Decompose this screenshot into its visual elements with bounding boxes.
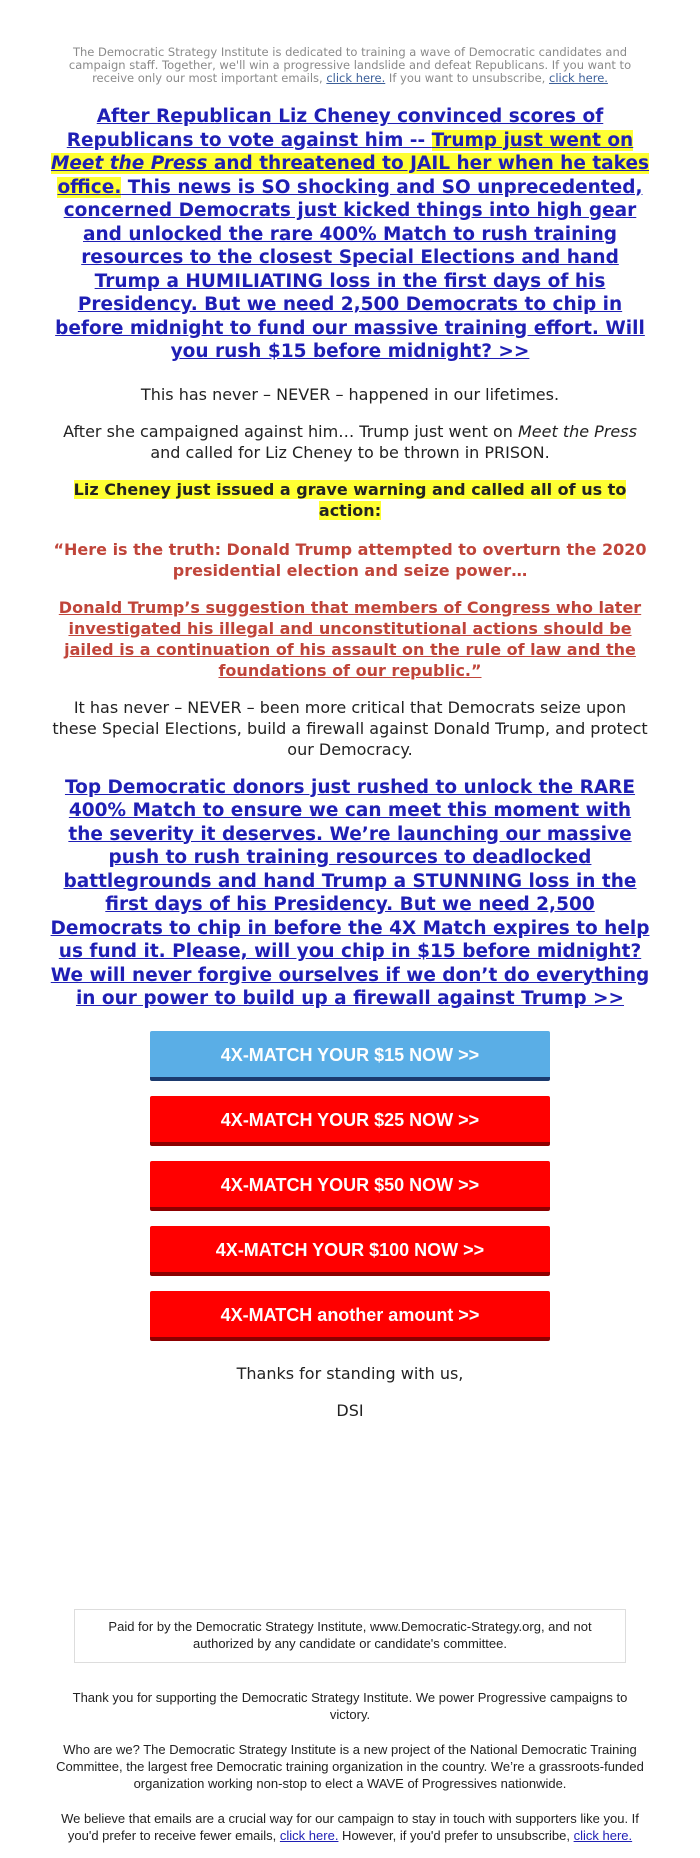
signature: DSI (336, 1400, 364, 1420)
headline-part-2: This news is SO shocking and SO unprecedented, concerned Democrats just kicked things into high gear and unlocked the rare 400% Match to rush training resources to the closest Special Elections and hand Trump a HUMILIATING loss in the first days of his Presidency. But we need 2,500 Democrats to chip in before midnight to fund our massive training effort. Will you rush $15 before midnight? >> (55, 176, 645, 362)
campaign-text-1: After she campaigned against him… Trump just went on (63, 421, 518, 441)
footer-who-are-we: Who are we? The Democratic Strategy Institute is a new project of the National Democratic Training Committee, the largest free Democratic training organization in the country. We’re a grassroots-funded organization working non-stop to elect a WAVE of Progressives nationwide. (56, 1741, 644, 1791)
footer-unsubscribe-link[interactable]: click here. (573, 1827, 633, 1843)
headline (50, 105, 650, 364)
donate-buttons (50, 1031, 650, 1341)
footer-emails-text-1: We believe that emails are a crucial way for our campaign to stay in touch with supporters like you. If you'd prefer to receive fewer emails, (61, 1810, 639, 1843)
headline-highlight-2: and threatened to JAIL her when he takes office. (57, 153, 650, 198)
donate-100-button[interactable]: 4X-MATCH YOUR $100 NOW >> (150, 1226, 550, 1276)
donor-link[interactable]: Top Democratic donors just rushed to unlock the RARE 400% Match to ensure we can meet this moment with the severity it deserves. We’re launching our massive push to rush training resources to deadlocked battlegrounds and hand Trump a STUNNING loss in the first days of his Presidency. But we need 2,500 Democrats to chip in before the 4X Match expires to help us fund it. Please, will you chip in $15 before midnight? We will never forgive ourselves if we don’t do everything in our power to build up a firewall against Trump >> (50, 776, 650, 1009)
paragraph-critical: It has never – NEVER – been more critical that Democrats seize upon these Special Elections, build a firewall against Donald Trump, and protect our Democracy. (52, 697, 648, 759)
warning-text: Liz Cheney just issued a grave warning and called all of us to action: (73, 479, 627, 520)
signoff: Thanks for standing with us, (236, 1363, 464, 1383)
paragraph-never: This has never – NEVER – happened in our lifetimes. (140, 384, 560, 404)
footer-thanks: Thank you for supporting the Democratic Strategy Institute. We power Progressive campaigns to victory. (72, 1689, 628, 1722)
paid-for-disclaimer: Paid for by the Democratic Strategy Institute, www.Democratic-Strategy.org, and not authorized by any candidate or candidate's committee. (74, 1609, 626, 1663)
cheney-quote-link[interactable]: Donald Trump’s suggestion that members of Congress who later investigated his illegal and unconstitutional actions should be jailed is a continuation of his assault on the rule of law and the foundations of our republic.” (58, 597, 642, 680)
unsubscribe-link[interactable]: click here. (549, 71, 608, 85)
footer-emails-text-2: However, if you'd prefer to unsubscribe, (338, 1827, 574, 1843)
headline-link[interactable] (51, 106, 649, 362)
donate-other-amount-button[interactable]: 4X-MATCH another amount >> (150, 1291, 550, 1341)
headline-highlight-italic: Meet the Press (50, 153, 208, 174)
donate-25-button[interactable]: 4X-MATCH YOUR $25 NOW >> (150, 1096, 550, 1146)
cheney-quote-2 (50, 597, 650, 681)
donate-50-button[interactable]: 4X-MATCH YOUR $50 NOW >> (150, 1161, 550, 1211)
warning-heading (50, 479, 650, 521)
preheader-text-2: If you want to unsubscribe, (385, 71, 549, 85)
campaign-text-2: and called for Liz Cheney to be thrown in PRISON. (150, 442, 550, 462)
campaign-italic: Meet the Press (517, 421, 637, 441)
headline-part-1: After Republican Liz Cheney convinced scores of Republicans to vote against him -- (66, 106, 604, 151)
preheader (50, 46, 650, 85)
headline-highlight-1: Trump just went on (431, 129, 634, 151)
fewer-emails-link[interactable]: click here. (279, 1827, 339, 1843)
donor-paragraph (50, 776, 650, 1011)
footer-emails (55, 1810, 645, 1844)
cheney-quote-1: “Here is the truth: Donald Trump attempted to overturn the 2020 presidential election and seize power… (53, 539, 647, 580)
important-emails-link[interactable]: click here. (326, 71, 386, 85)
email-body (50, 0, 650, 1844)
donate-15-button[interactable]: 4X-MATCH YOUR $15 NOW >> (150, 1031, 550, 1081)
paragraph-campaign (50, 421, 650, 463)
preheader-text: The Democratic Strategy Institute is dedicated to training a wave of Democratic candidates and campaign staff. Together, we'll win a progressive landslide and defeat Republicans. If you want to receive only our most important emails, (68, 45, 632, 85)
